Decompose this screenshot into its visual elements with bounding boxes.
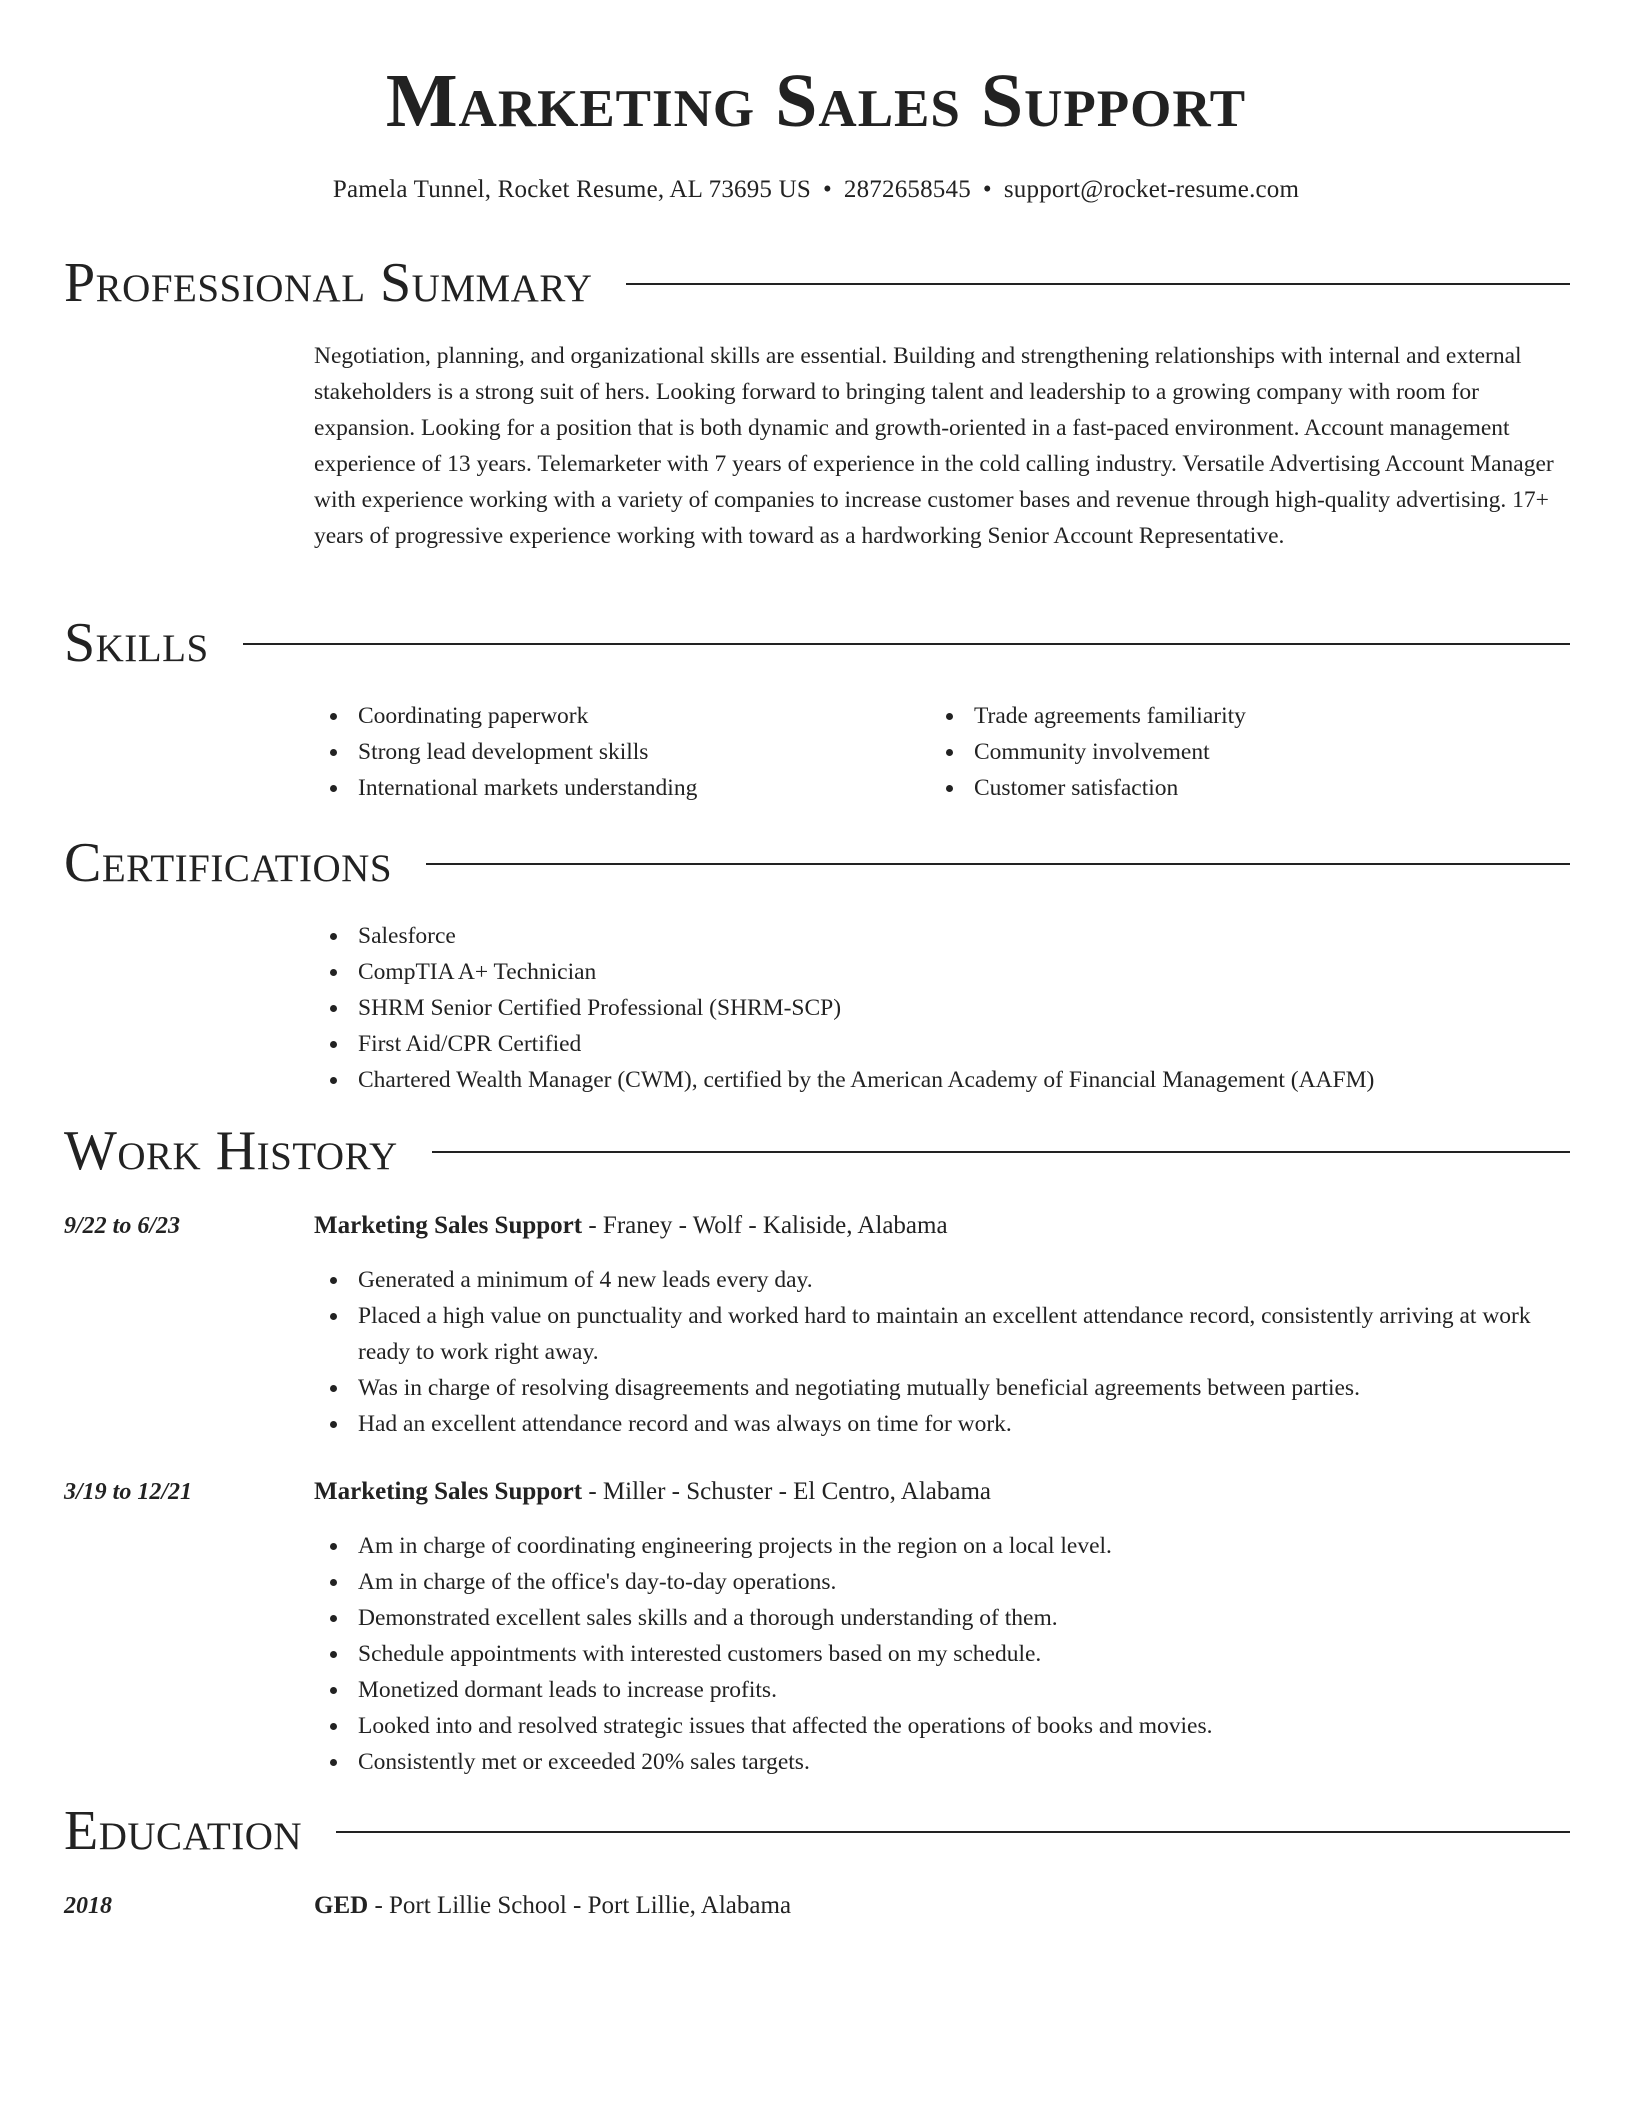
education-school-location: - Port Lillie School - Port Lillie, Alabama [368, 1892, 792, 1919]
section-header-certifications [64, 830, 1570, 897]
resume-title: Marketing Sales Support [385, 59, 1247, 143]
contact-email: support@rocket-resume.com [1003, 176, 1300, 203]
skills-list-left [314, 698, 914, 806]
summary-text: Negotiation, planning, and organizational skills are essential. Building and strengthening relationships with internal and external stakeholders is a strong suit of hers. Looking forward to bringing talent and leadership to a growing company with room for expansion. Looking for a position that is both dynamic and growth-oriented in a fast-paced environment. Account management experience of 13 years. Telemarketer with 7 years of experience in the cold calling industry. Versatile Advertising Account Manager with experience working with a variety of companies to increase customer bases and revenue through high-quality advertising. 17+ years of progressive experience working with toward as a hardworking Senior Account Representative. [314, 343, 1554, 549]
education-entry [314, 1888, 1570, 1924]
certification-item: Chartered Wealth Manager (CWM), certified by the American Academy of Financial Management (AAFM) [314, 1062, 1570, 1098]
job-title: Marketing Sales Support [314, 1478, 583, 1505]
section-divider [243, 643, 1570, 645]
section-header-skills [64, 610, 1570, 677]
responsibility-item: Had an excellent attendance record and was always on time for work. [314, 1406, 1570, 1442]
section-title-certifications: Certifications [64, 832, 393, 894]
responsibility-item: Demonstrated excellent sales skills and a thorough understanding of them. [314, 1600, 1570, 1636]
job-dates: 9/22 to 6/23 [64, 1213, 181, 1239]
section-title-skills: Skills [64, 612, 209, 674]
contact-line [0, 174, 1632, 207]
job-title: Marketing Sales Support [314, 1212, 583, 1239]
job-responsibilities [314, 1262, 1570, 1442]
contact-separator: • [822, 176, 832, 203]
skill-item: Community involvement [930, 734, 1570, 770]
contact-separator: • [982, 176, 992, 203]
responsibility-item: Schedule appointments with interested customers based on my schedule. [314, 1636, 1570, 1672]
job-company-location: - Franey - Wolf - Kaliside, Alabama [582, 1212, 948, 1239]
education-year: 2018 [64, 1893, 112, 1919]
responsibility-item: Looked into and resolved strategic issues that affected the operations of books and movies. [314, 1708, 1570, 1744]
job-company-location: - Miller - Schuster - El Centro, Alabama [582, 1478, 992, 1505]
skill-item: International markets understanding [314, 770, 914, 806]
section-header-summary [64, 250, 1570, 317]
job-heading [314, 1208, 1570, 1244]
job-heading [314, 1474, 1570, 1510]
certification-item: SHRM Senior Certified Professional (SHRM-SCP) [314, 990, 1570, 1026]
skill-item: Customer satisfaction [930, 770, 1570, 806]
certification-item: CompTIA A+ Technician [314, 954, 1570, 990]
section-divider [426, 863, 1570, 865]
responsibility-item: Generated a minimum of 4 new leads every day. [314, 1262, 1570, 1298]
section-title-work-history: Work History [64, 1120, 398, 1182]
responsibility-item: Was in charge of resolving disagreements and negotiating mutually beneficial agreements between parties. [314, 1370, 1570, 1406]
skill-item: Strong lead development skills [314, 734, 914, 770]
section-divider [626, 283, 1570, 285]
skill-item: Trade agreements familiarity [930, 698, 1570, 734]
responsibility-item: Am in charge of coordinating engineering projects in the region on a local level. [314, 1528, 1570, 1564]
section-header-education [64, 1798, 1570, 1865]
section-divider [432, 1151, 1570, 1153]
section-title-education: Education [64, 1800, 303, 1862]
skills-list-right [930, 698, 1570, 806]
contact-phone: 2872658545 [843, 176, 971, 203]
section-title-summary: Professional Summary [64, 252, 593, 314]
section-divider [336, 1831, 1570, 1833]
job-responsibilities [314, 1528, 1570, 1780]
contact-address: Pamela Tunnel, Rocket Resume, AL 73695 US [332, 176, 811, 203]
education-degree: GED [314, 1892, 369, 1919]
certification-item: Salesforce [314, 918, 1570, 954]
certifications-list [314, 918, 1570, 1098]
responsibility-item: Monetized dormant leads to increase profits. [314, 1672, 1570, 1708]
skill-item: Coordinating paperwork [314, 698, 914, 734]
responsibility-item: Placed a high value on punctuality and worked hard to maintain an excellent attendance record, consistently arriving at work ready to work right away. [314, 1298, 1570, 1370]
job-dates: 3/19 to 12/21 [64, 1479, 193, 1505]
responsibility-item: Am in charge of the office's day-to-day operations. [314, 1564, 1570, 1600]
responsibility-item: Consistently met or exceeded 20% sales targets. [314, 1744, 1570, 1780]
section-header-work-history [64, 1118, 1570, 1185]
certification-item: First Aid/CPR Certified [314, 1026, 1570, 1062]
